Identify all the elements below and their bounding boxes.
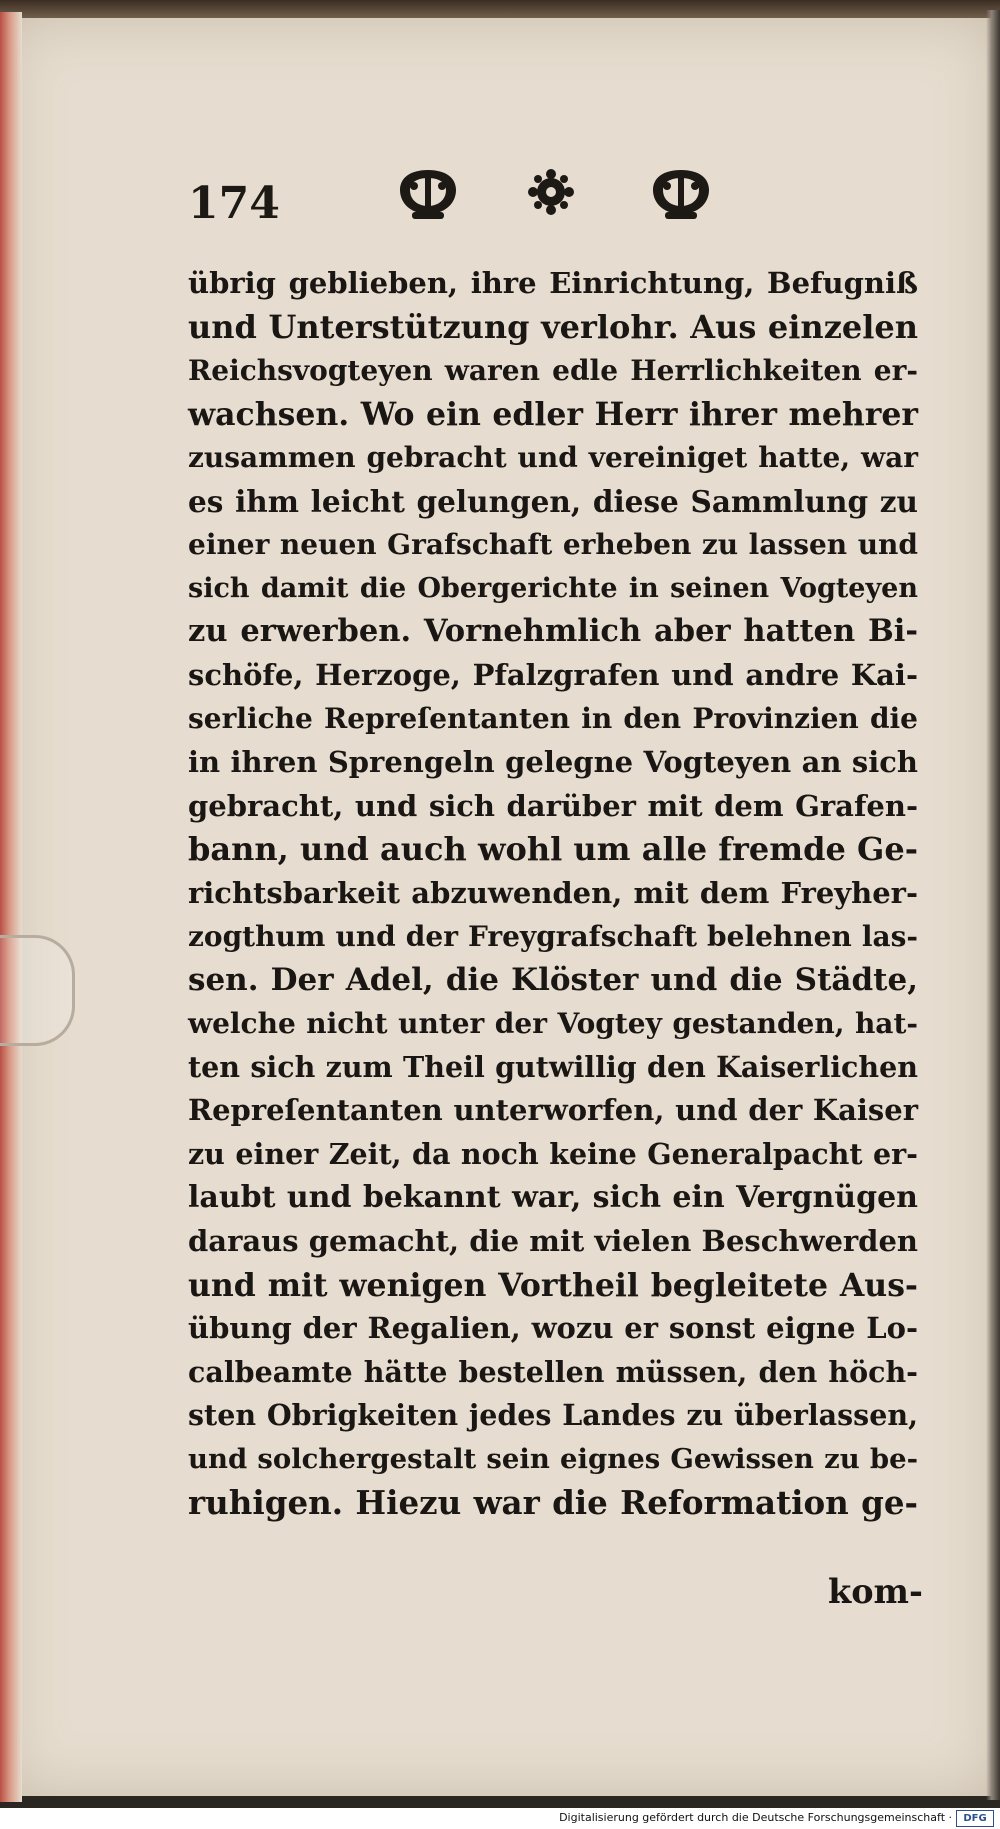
text-line: zu einer Zeit, da noch keine Generalpacht er- (188, 1136, 918, 1171)
palmette-icon (645, 162, 717, 224)
text-line: Repreſentanten unterworfen, und der Kaiser (188, 1093, 918, 1128)
text-line: laubt und bekannt war, sich ein Vergnügen (188, 1180, 918, 1216)
funding-credit: Digitalisierung gefördert durch die Deutsche Forschungsgemeinschaft · (559, 1811, 952, 1824)
catchword: kom- (828, 1572, 923, 1611)
text-line: übrig geblieben, ihre Einrichtung, Befugniß (188, 266, 918, 300)
text-line: ruhigen. Hiezu war die Reformation ge- (188, 1483, 918, 1523)
page-red-edge (0, 12, 22, 1802)
clasp-mark (0, 935, 75, 1046)
text-line: wachsen. Wo ein edler Herr ihrer mehrer (188, 395, 918, 433)
text-line: und mit wenigen Vortheil begleitete Aus- (188, 1266, 918, 1304)
text-line: und Unterstützung verlohr. Aus einzelen (188, 307, 918, 346)
text-line: schöfe, Herzoge, Pfalzgrafen und andre Kai- (188, 657, 918, 692)
text-line: ten sich zum Theil gutwillig den Kaiserlichen (188, 1049, 918, 1084)
text-line: bann, und auch wohl um alle fremde Ge- (188, 830, 918, 869)
text-line: calbeamte hätte bestellen müssen, den höch- (188, 1354, 918, 1389)
dfg-logo: DFG (956, 1810, 994, 1827)
text-line: einer neuen Grafschaft erheben zu lassen und (188, 528, 918, 562)
text-line: in ihren Sprengeln gelegne Vogteyen an sich (188, 745, 918, 780)
text-line: sen. Der Adel, die Klöster und die Städte, (188, 961, 918, 998)
body-text (188, 262, 918, 1525)
text-line: es ihm leicht gelungen, diese Sammlung zu (188, 483, 918, 519)
text-line: übung der Regalien, wozu er sonst eigne Lo- (188, 1311, 918, 1346)
text-line: serliche Repreſentanten in den Provinzien die (188, 702, 918, 736)
text-line: zu erwerben. Vornehmlich aber hatten Bi- (188, 613, 918, 650)
text-line: sten Obrigkeiten jedes Landes zu überlassen, (188, 1398, 918, 1433)
text-line: Reichsvogteyen waren edle Herrlichkeiten er- (188, 354, 918, 388)
page-right-edge (986, 10, 1000, 1800)
text-line: welche nicht unter der Vogtey gestanden, hat- (188, 1007, 918, 1041)
footer-bar (0, 1808, 1000, 1829)
page-number: 174 (188, 178, 280, 229)
text-line: zusammen gebracht und vereiniget hatte, war (188, 441, 918, 475)
text-line: gebracht, und sich darüber mit dem Grafen- (188, 788, 918, 823)
text-line: zogthum und der Freygrafschaft belehnen las- (188, 920, 918, 954)
text-line: daraus gemacht, die mit vielen Beschwerden (188, 1224, 918, 1259)
palmette-icon (392, 162, 464, 224)
text-line: richtsbarkeit abzuwenden, mit dem Freyher- (188, 875, 918, 910)
palmette-icon (522, 166, 580, 222)
text-line: sich damit die Obergerichte in seinen Vogteyen (188, 572, 918, 604)
text-line: und solchergestalt sein eignes Gewissen zu be- (188, 1442, 918, 1475)
